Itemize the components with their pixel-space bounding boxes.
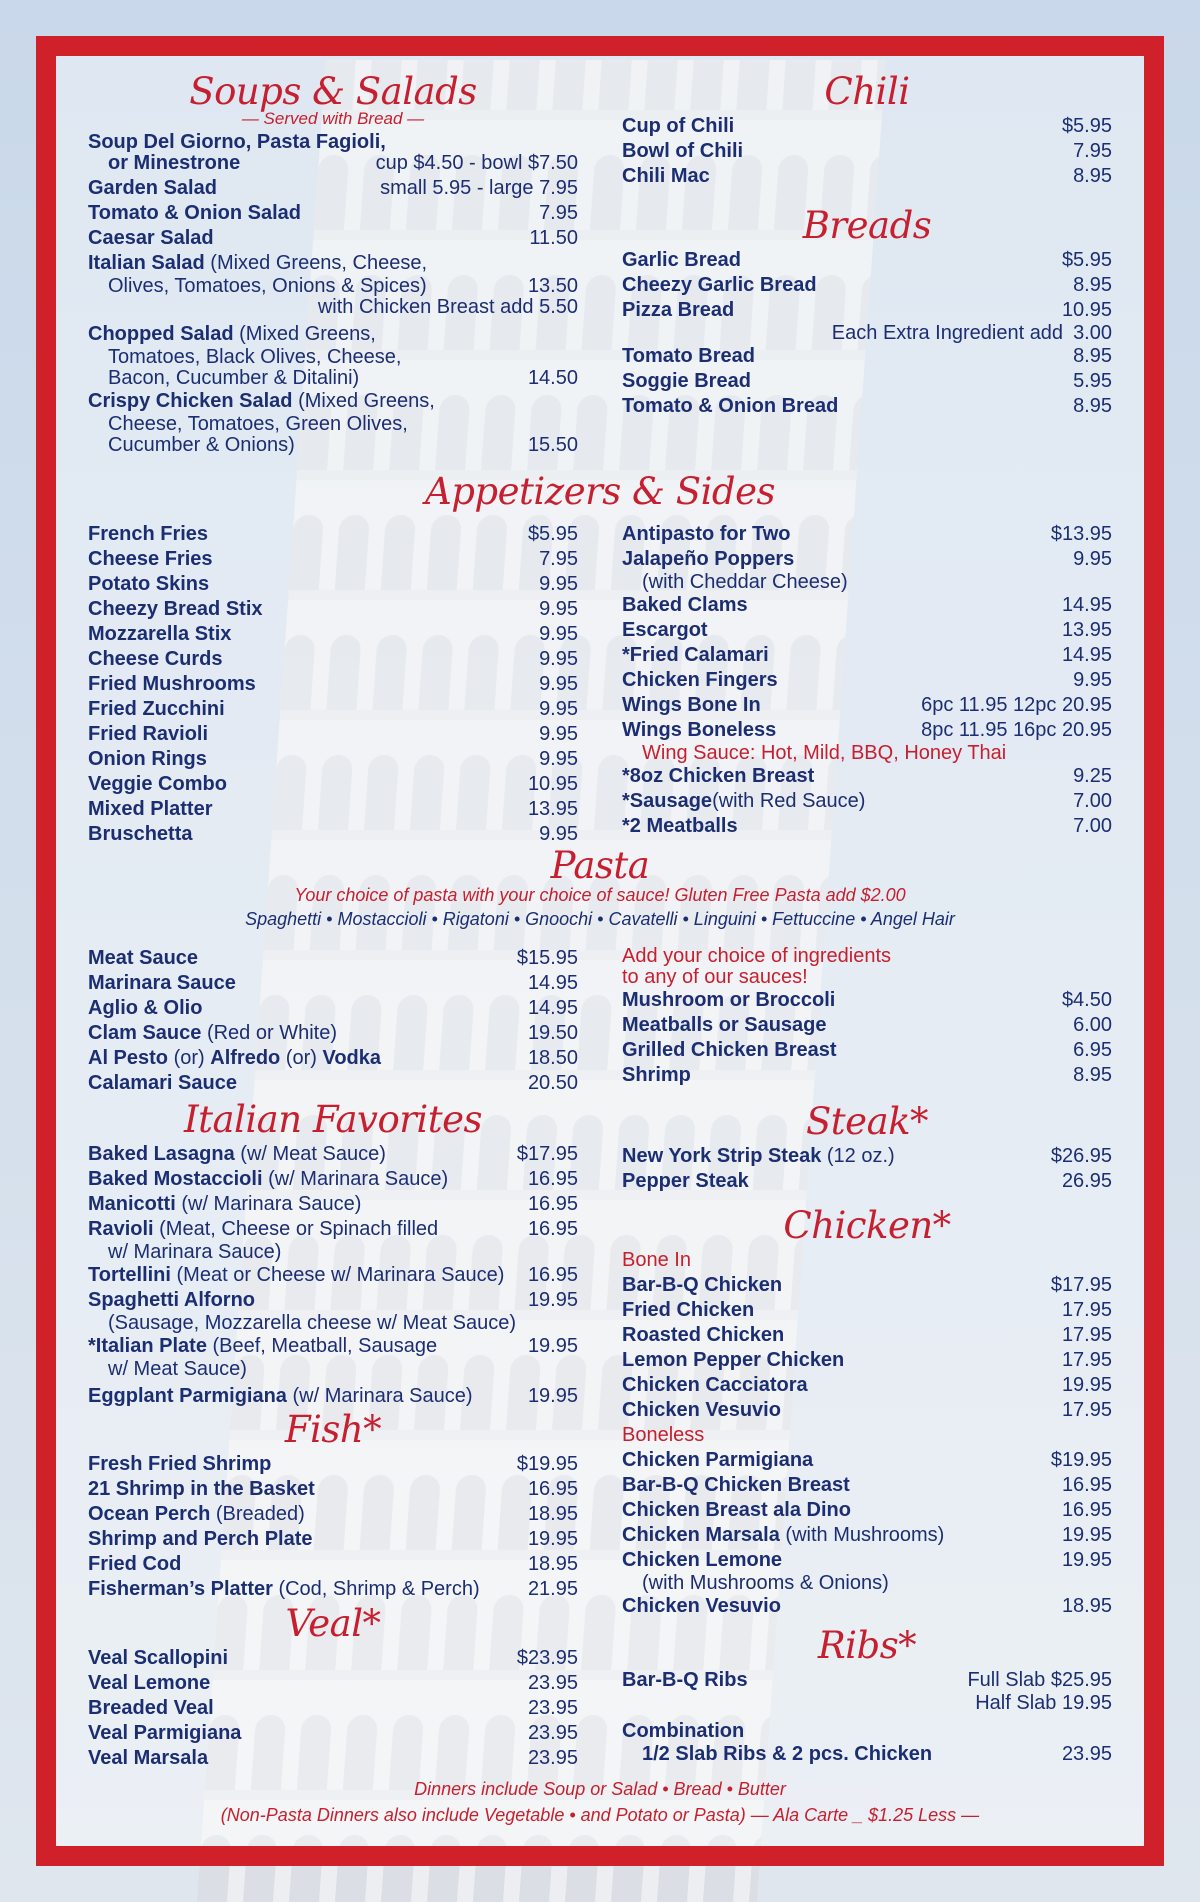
menu-item: Tortellini (Meat or Cheese w/ Marinara Sauce) 16.95 <box>88 1264 578 1286</box>
item-description: (with Cheddar Cheese) <box>642 571 848 593</box>
boneless-label: Boneless <box>622 1424 705 1446</box>
menu-item: Jalapeño Poppers 9.95 <box>622 548 1112 570</box>
menu-item: Lemon Pepper Chicken 17.95 <box>622 1349 1112 1371</box>
item-description: w/ Meat Sauce) <box>108 1358 247 1380</box>
chicken-title: Chicken* <box>783 1204 951 1247</box>
menu-item: Bar-B-Q Ribs Full Slab $25.95 <box>622 1669 1112 1691</box>
menu-item: Marinara Sauce 14.95 <box>88 972 578 994</box>
item-description: w/ Marinara Sauce) <box>108 1241 282 1263</box>
menu-item: Fried Cod 18.95 <box>88 1553 578 1575</box>
menu-item: *Fried Calamari 14.95 <box>622 644 1112 666</box>
menu-item: Cheezy Bread Stix 9.95 <box>88 598 578 620</box>
pasta-ingredients-list <box>622 946 1112 1088</box>
menu-item: Calamari Sauce 20.50 <box>88 1072 578 1094</box>
menu-item: Potato Skins 9.95 <box>88 573 578 595</box>
breads-title: Breads <box>802 204 932 247</box>
menu-item: Cheese Curds 9.95 <box>88 648 578 670</box>
menu-item: Cucumber & Onions) 15.50 <box>108 434 578 456</box>
menu-item: Cheezy Garlic Bread 8.95 <box>622 274 1112 296</box>
menu-item: Ocean Perch (Breaded) 18.95 <box>88 1503 578 1525</box>
menu-item: Chicken Vesuvio 17.95 <box>622 1399 1112 1421</box>
menu-item: Meatballs or Sausage 6.00 <box>622 1014 1112 1036</box>
menu-item: or Minestrone cup $4.50 - bowl $7.50 <box>108 152 578 174</box>
chili-section <box>622 70 1112 189</box>
footer-line-1: Dinners include Soup or Salad • Bread • Butter <box>414 1779 786 1799</box>
soups-salads-title: Soups & Salads <box>189 70 477 113</box>
item-description: Cheese, Tomatoes, Green Olives, <box>108 413 408 435</box>
menu-item: Bruschetta 9.95 <box>88 823 578 845</box>
menu-item: Mixed Platter 13.95 <box>88 798 578 820</box>
menu-item: Bar-B-Q Chicken $17.95 <box>622 1274 1112 1296</box>
menu-item: Caesar Salad 11.50 <box>88 227 578 249</box>
menu-item: Veal Parmigiana 23.95 <box>88 1722 578 1744</box>
veal-section <box>88 1602 578 1771</box>
menu-item: with Chicken Breast add 5.50 <box>317 296 578 318</box>
menu-item: Veal Scallopini $23.95 <box>88 1647 578 1669</box>
menu-item: Eggplant Parmigiana (w/ Marinara Sauce) 19.95 <box>88 1385 578 1407</box>
pasta-types: Spaghetti • Mostaccioli • Rigatoni • Gnoochi • Cavatelli • Linguini • Fettuccine • Angel Hair <box>245 909 955 929</box>
menu-item: Onion Rings 9.95 <box>88 748 578 770</box>
menu-item: Antipasto for Two $13.95 <box>622 523 1112 545</box>
chili-title: Chili <box>824 70 910 113</box>
menu-item: Grilled Chicken Breast 6.95 <box>622 1039 1112 1061</box>
menu-item: Soggie Bread 5.95 <box>622 370 1112 392</box>
menu-item: Fried Zucchini 9.95 <box>88 698 578 720</box>
menu-item: French Fries $5.95 <box>88 523 578 545</box>
menu-item: Fresh Fried Shrimp $19.95 <box>88 1453 578 1475</box>
menu-item: Chicken Vesuvio 18.95 <box>622 1595 1112 1617</box>
menu-item: Tomato & Onion Bread 8.95 <box>622 395 1112 417</box>
soups-subtitle: — Served with Bread — <box>241 109 425 128</box>
menu-item: Fried Mushrooms 9.95 <box>88 673 578 695</box>
menu-item: *Italian Plate (Beef, Meatball, Sausage 19.95 <box>88 1335 578 1357</box>
menu-item: Pizza Bread 10.95 <box>622 299 1112 321</box>
ribs-section <box>622 1624 1112 1765</box>
menu-item: Wings Boneless 8pc 11.95 16pc 20.95 <box>622 719 1112 741</box>
menu-item: Baked Clams 14.95 <box>622 594 1112 616</box>
pasta-sauces-list <box>88 946 578 1096</box>
menu-item: *Sausage(with Red Sauce) 7.00 <box>622 790 1112 812</box>
menu-item: Chicken Cacciatora 19.95 <box>622 1374 1112 1396</box>
menu-item: 1/2 Slab Ribs & 2 pcs. Chicken 23.95 <box>642 1743 1112 1765</box>
menu-item: Chicken Parmigiana $19.95 <box>622 1449 1112 1471</box>
appetizers-right-list <box>622 522 1112 839</box>
fish-title: Fish* <box>284 1408 382 1451</box>
menu-item: Chicken Fingers 9.95 <box>622 669 1112 691</box>
item-description: Tomatoes, Black Olives, Cheese, <box>108 346 402 368</box>
item-description: (Sausage, Mozzarella cheese w/ Meat Sauce) <box>108 1312 516 1334</box>
steak-title: Steak* <box>805 1100 929 1143</box>
steak-section <box>622 1100 1112 1194</box>
menu-item: Olives, Tomatoes, Onions & Spices) 13.50 <box>108 275 578 297</box>
item-description: (with Mushrooms & Onions) <box>642 1572 889 1594</box>
menu-item: Bar-B-Q Chicken Breast 16.95 <box>622 1474 1112 1496</box>
menu-item: Mozzarella Stix 9.95 <box>88 623 578 645</box>
menu-item: Shrimp 8.95 <box>622 1064 1112 1086</box>
menu-item: Chopped Salad (Mixed Greens, <box>88 323 376 345</box>
menu-item: Chicken Lemone 19.95 <box>622 1549 1112 1571</box>
menu-item: Tomato Bread 8.95 <box>622 345 1112 367</box>
menu-item: Baked Mostaccioli (w/ Marinara Sauce) 16.95 <box>88 1168 578 1190</box>
menu-item: Veggie Combo 10.95 <box>88 773 578 795</box>
menu-footer <box>88 1776 1112 1828</box>
menu-item: Chili Mac 8.95 <box>622 165 1112 187</box>
veal-title: Veal* <box>285 1602 381 1645</box>
italian-favorites-section <box>88 1098 578 1409</box>
bone-in-label: Bone In <box>622 1249 691 1271</box>
soups-salads-section <box>88 70 578 456</box>
pasta-header <box>88 844 1112 932</box>
menu-item: Tomato & Onion Salad 7.95 <box>88 202 578 224</box>
menu-item: 21 Shrimp in the Basket 16.95 <box>88 1478 578 1500</box>
menu-item: Cheese Fries 7.95 <box>88 548 578 570</box>
menu-item: Aglio & Olio 14.95 <box>88 997 578 1019</box>
menu-item: *2 Meatballs 7.00 <box>622 815 1112 837</box>
menu-item: Each Extra Ingredient add 3.00 <box>831 322 1112 344</box>
soups-list <box>88 176 578 251</box>
menu-item: Bowl of Chili 7.95 <box>622 140 1112 162</box>
menu-item: Ravioli (Meat, Cheese or Spinach filled 16.95 <box>88 1218 578 1240</box>
ribs-title: Ribs* <box>817 1624 917 1667</box>
menu-item: Garlic Bread $5.95 <box>622 249 1112 271</box>
menu-item: Soup Del Giorno, Pasta Fagioli, <box>88 131 386 153</box>
favorites-title: Italian Favorites <box>183 1098 483 1141</box>
menu-item: Cup of Chili $5.95 <box>622 115 1112 137</box>
menu-item: Escargot 13.95 <box>622 619 1112 641</box>
menu-item: Bacon, Cucumber & Ditalini) 14.50 <box>108 367 578 389</box>
menu-item: Chicken Breast ala Dino 16.95 <box>622 1499 1112 1521</box>
menu-item: Breaded Veal 23.95 <box>88 1697 578 1719</box>
menu-item: Half Slab 19.95 <box>975 1692 1112 1714</box>
breads-section <box>622 204 1112 419</box>
menu-item: Clam Sauce (Red or White) 19.50 <box>88 1022 578 1044</box>
menu-item: Chicken Marsala (with Mushrooms) 19.95 <box>622 1524 1112 1546</box>
menu-item: New York Strip Steak (12 oz.) $26.95 <box>622 1145 1112 1167</box>
ingredients-note-2: to any of our sauces! <box>622 966 808 988</box>
menu-item: Roasted Chicken 17.95 <box>622 1324 1112 1346</box>
menu-item: Fried Chicken 17.95 <box>622 1299 1112 1321</box>
wing-sauce-note: Wing Sauce: Hot, Mild, BBQ, Honey Thai <box>642 742 1007 764</box>
appetizers-left-list <box>88 522 578 847</box>
menu-item: Spaghetti Alforno 19.95 <box>88 1289 578 1311</box>
menu-item: Italian Salad (Mixed Greens, Cheese, <box>88 252 428 274</box>
footer-line-2: (Non-Pasta Dinners also include Vegetable • and Potato or Pasta) — Ala Carte _ $1.25 Less — <box>220 1805 980 1825</box>
menu-item: Shrimp and Perch Plate 19.95 <box>88 1528 578 1550</box>
menu-item: Al Pesto (or) Alfredo (or) Vodka 18.50 <box>88 1047 578 1069</box>
menu-item: Fisherman’s Platter (Cod, Shrimp & Perch) 21.95 <box>88 1578 578 1600</box>
menu-item: Fried Ravioli 9.95 <box>88 723 578 745</box>
pasta-title: Pasta <box>550 844 650 887</box>
menu-item: Veal Marsala 23.95 <box>88 1747 578 1769</box>
menu-item: *8oz Chicken Breast 9.25 <box>622 765 1112 787</box>
ingredients-note: Add your choice of ingredients <box>622 945 892 967</box>
menu-item: Manicotti (w/ Marinara Sauce) 16.95 <box>88 1193 578 1215</box>
menu-item: Crispy Chicken Salad (Mixed Greens, <box>88 390 435 412</box>
menu-item: Combination <box>622 1720 745 1742</box>
menu-item: Mushroom or Broccoli $4.50 <box>622 989 1112 1011</box>
menu-item: Garden Salad small 5.95 - large 7.95 <box>88 177 578 199</box>
menu-item: Meat Sauce $15.95 <box>88 947 578 969</box>
fish-section <box>88 1408 578 1602</box>
pasta-subtitle: Your choice of pasta with your choice of sauce! Gluten Free Pasta add $2.00 <box>294 885 906 905</box>
menu-item: Pepper Steak 26.95 <box>622 1170 1112 1192</box>
chicken-section <box>622 1204 1112 1619</box>
menu-item: Wings Bone In 6pc 11.95 12pc 20.95 <box>622 694 1112 716</box>
menu-item: Veal Lemone 23.95 <box>88 1672 578 1694</box>
appetizers-title: Appetizers & Sides <box>425 470 775 513</box>
menu-item: Baked Lasagna (w/ Meat Sauce) $17.95 <box>88 1143 578 1165</box>
